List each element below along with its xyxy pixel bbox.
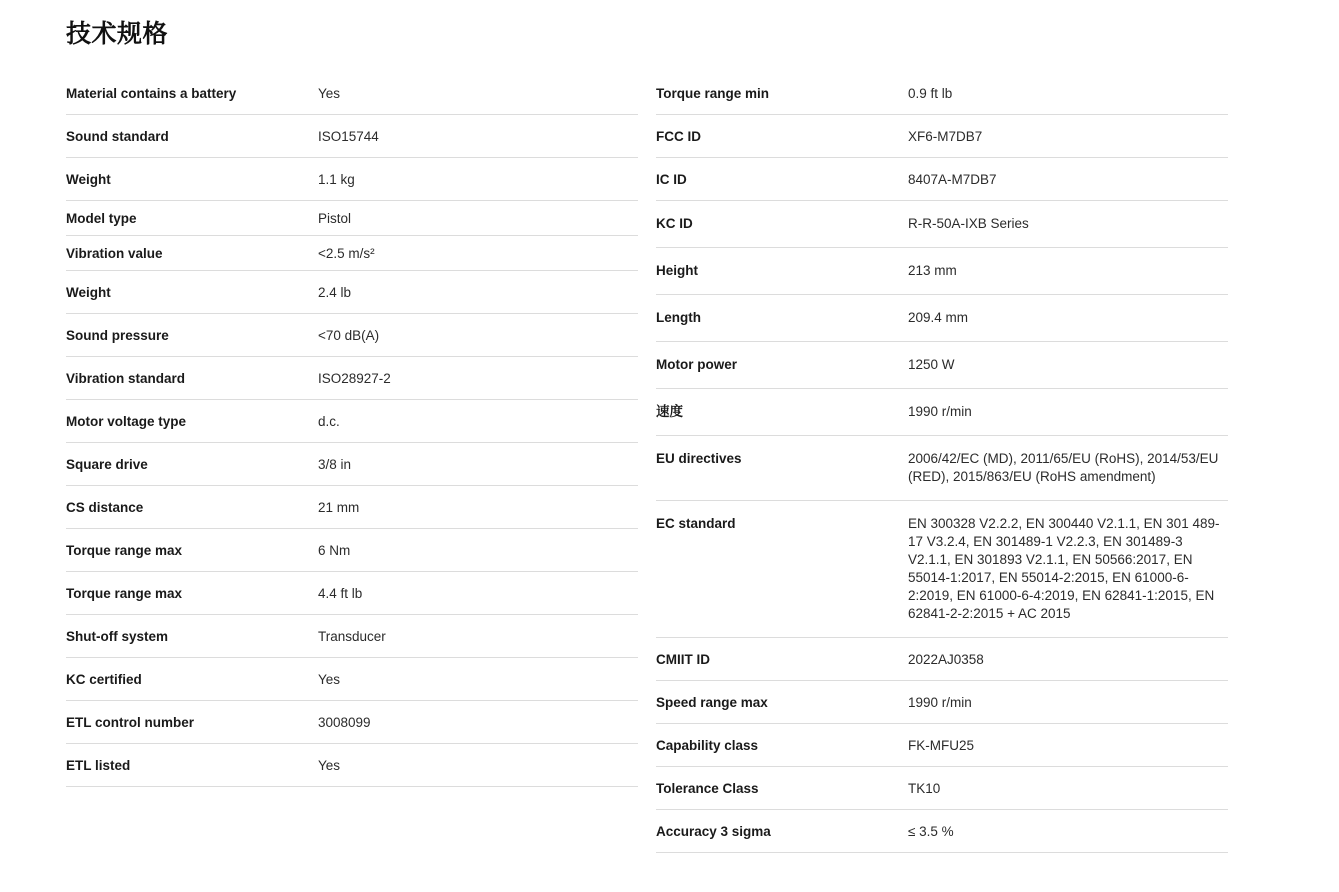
spec-value: ISO28927-2 — [318, 371, 391, 386]
spec-value: 8407A-M7DB7 — [908, 172, 997, 187]
table-row — [656, 342, 1228, 389]
spec-value: 0.9 ft lb — [908, 86, 953, 101]
spec-value: 1.1 kg — [318, 172, 355, 187]
spec-label: Sound pressure — [66, 328, 169, 343]
spec-value: 213 mm — [908, 263, 957, 278]
table-row — [66, 115, 638, 158]
spec-label: FCC ID — [656, 129, 701, 144]
spec-value: Pistol — [318, 211, 352, 226]
spec-value: 21 mm — [318, 500, 360, 515]
spec-label: CS distance — [66, 500, 144, 515]
spec-value: d.c. — [318, 414, 340, 429]
table-row — [656, 810, 1228, 853]
table-row — [656, 158, 1228, 201]
table-row — [66, 400, 638, 443]
spec-label: 速度 — [656, 404, 683, 419]
spec-label: Weight — [66, 285, 111, 300]
table-row — [656, 501, 1228, 638]
page-title: 技术规格 — [66, 20, 169, 48]
specifications-columns — [66, 72, 1273, 853]
spec-label: Speed range max — [656, 695, 768, 710]
spec-value: 209.4 mm — [908, 310, 969, 325]
spec-value: Yes — [318, 758, 341, 773]
spec-value: Transducer — [318, 629, 386, 644]
table-row — [66, 443, 638, 486]
table-row — [66, 236, 638, 271]
spec-value: <2.5 m/s² — [318, 246, 375, 261]
spec-value: XF6-M7DB7 — [908, 129, 983, 144]
spec-value: 4.4 ft lb — [318, 586, 363, 601]
table-row — [656, 436, 1228, 501]
spec-label: EU directives — [656, 451, 742, 466]
spec-label: Square drive — [66, 457, 148, 472]
spec-label: Weight — [66, 172, 111, 187]
spec-label: Torque range max — [66, 543, 183, 558]
table-row — [656, 389, 1228, 436]
spec-value: Yes — [318, 672, 341, 687]
spec-label: Tolerance Class — [656, 781, 759, 796]
table-row — [656, 724, 1228, 767]
table-row — [66, 701, 638, 744]
table-row — [66, 572, 638, 615]
spec-value: TK10 — [908, 781, 941, 796]
table-row — [66, 529, 638, 572]
spec-value: 6 Nm — [318, 543, 351, 558]
spec-value: 1990 r/min — [908, 404, 972, 419]
spec-value: ISO15744 — [318, 129, 379, 144]
spec-value: 3008099 — [318, 715, 371, 730]
spec-label: Height — [656, 263, 698, 278]
table-row — [66, 201, 638, 236]
spec-label: Torque range max — [66, 586, 183, 601]
table-row — [656, 201, 1228, 248]
spec-label: Vibration value — [66, 246, 163, 261]
spec-value: 1250 W — [908, 357, 955, 372]
table-row — [66, 744, 638, 787]
spec-label: IC ID — [656, 172, 687, 187]
spec-label: ETL control number — [66, 715, 195, 730]
specifications-column-left — [66, 72, 638, 787]
table-row — [656, 295, 1228, 342]
spec-value: 2022AJ0358 — [908, 652, 984, 667]
table-row — [656, 248, 1228, 295]
spec-label: Vibration standard — [66, 371, 186, 386]
table-row — [66, 615, 638, 658]
table-row — [66, 72, 638, 115]
spec-label: KC ID — [656, 216, 693, 231]
spec-label: Capability class — [656, 738, 759, 753]
spec-label: Sound standard — [66, 129, 169, 144]
spec-value: <70 dB(A) — [318, 328, 380, 343]
specifications-column-right — [656, 72, 1228, 853]
spec-label: ETL listed — [66, 758, 131, 773]
spec-label: Length — [656, 310, 701, 325]
spec-value: 2006/42/EC (MD), 2011/65/EU (RoHS), 2014/53/EU (RED), 2015/863/EU (RoHS amendment) — [908, 451, 1219, 484]
table-row — [66, 314, 638, 357]
spec-label: KC certified — [66, 672, 142, 687]
table-row — [656, 72, 1228, 115]
spec-label: Material contains a battery — [66, 86, 237, 101]
spec-value: 3/8 in — [318, 457, 352, 472]
table-row — [66, 357, 638, 400]
spec-value: ≤ 3.5 % — [908, 824, 954, 839]
spec-value: FK-MFU25 — [908, 738, 975, 753]
spec-label: Motor power — [656, 357, 737, 372]
spec-label: Motor voltage type — [66, 414, 187, 429]
spec-label: EC standard — [656, 516, 736, 531]
table-row — [66, 486, 638, 529]
table-row — [656, 767, 1228, 810]
spec-label: Torque range min — [656, 86, 770, 101]
table-row — [656, 115, 1228, 158]
spec-label: Accuracy 3 sigma — [656, 824, 771, 839]
spec-label: CMIIT ID — [656, 652, 710, 667]
table-row — [66, 158, 638, 201]
spec-label: Model type — [66, 211, 137, 226]
spec-label: Shut-off system — [66, 629, 169, 644]
table-row — [66, 271, 638, 314]
table-row — [656, 681, 1228, 724]
spec-value: R-R-50A-IXB Series — [908, 216, 1029, 231]
spec-value: EN 300328 V2.2.2, EN 300440 V2.1.1, EN 301 489-17 V3.2.4, EN 301489-1 V2.2.3, EN 301489-3 V2.1.1, EN 301893 V2.1.1, EN 50566:2017, EN 55014-1:2017, EN 55014-2:2015, EN 61000-6-2:2019, EN 61000-6-4:2019, EN 62841-1:2015, EN 62841-2-2:2015 + AC 2015 — [908, 516, 1220, 621]
spec-value: Yes — [318, 86, 341, 101]
spec-value: 1990 r/min — [908, 695, 972, 710]
spec-value: 2.4 lb — [318, 285, 352, 300]
table-row — [66, 658, 638, 701]
table-row — [656, 638, 1228, 681]
